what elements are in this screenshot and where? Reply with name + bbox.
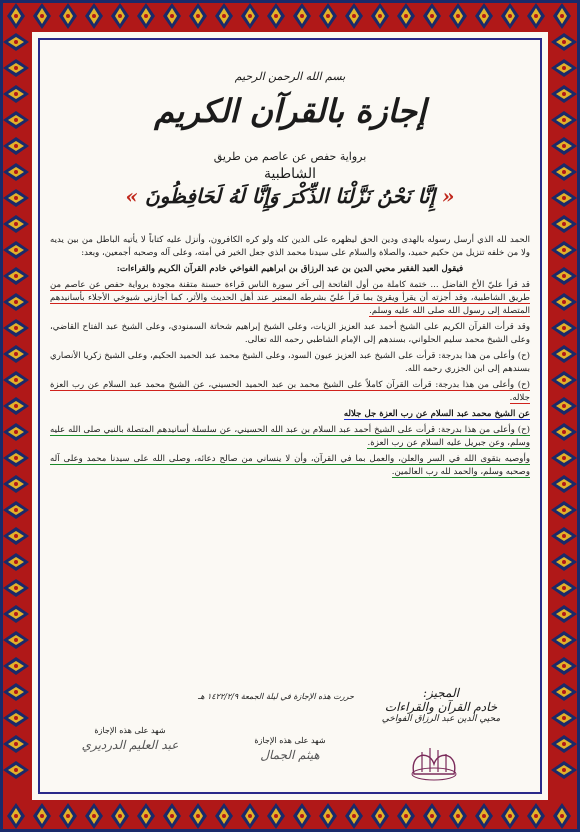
certificate-title: إجازة بالقرآن الكريم bbox=[154, 92, 426, 130]
intro-paragraph: الحمد لله الذي أرسل رسوله بالهدى ودين الحق ليظهره على الدين كله ولو كره الكافرون، وأنزل عليه كتاباً لا يأتيه الباطل من بين يديه ولا من خلفه تنزيل من حكيم حميد، والصلاة والسلام على سيدنا محمد الذي جعل الخير في أمته، وعلى آله وصحبه أجمعين، وبعد: bbox=[50, 235, 530, 258]
certificate-body bbox=[50, 234, 530, 482]
signer-title: خادم القرآن والقراءات bbox=[384, 700, 498, 714]
red-underlined-text-2: (ح) وأعلى من هذا بدرجة: قرأت القرآن كاملاً على الشيخ محمد بن عبد الحميد الحسيني، عن الشيخ محمد عبد السلام عن رب العزة جلاله. bbox=[50, 380, 530, 403]
blue-highlight-line bbox=[50, 408, 530, 421]
witness-1-label: شهد على هذه الإجازة bbox=[94, 726, 166, 735]
certificate-subtitle: برواية حفص عن عاصم من طريق bbox=[213, 150, 367, 163]
signer-label: المجيز: bbox=[423, 686, 459, 700]
signer-name: محيي الدين عبد الرزاق الفواخي bbox=[381, 714, 501, 724]
signatures-area bbox=[46, 686, 534, 786]
verse-text: إِنَّا نَحْنُ نَزَّلْنَا الذِّكْرَ وَإِنَّا لَهُ لَحَافِظُونَ bbox=[145, 184, 435, 208]
body-paragraph-5 bbox=[50, 424, 530, 450]
author-line: فيقول العبد الفقير محيي الدين بن عبد الرزاق بن ابراهيم الفواخي خادم القرآن الكريم والقراءات: bbox=[116, 264, 464, 274]
body-paragraph-2: وقد قرأت القرآن الكريم على الشيخ أحمد عبد العزيز الزيات، وعلى الشيخ إبراهيم شحاتة السمنودي، وعلى الشيخ عبد الفتاح القاضي، وعلى الشيخ محمد سليم الحلواني، بسندهم إلى الإمام الشاطبي رحمه الله تعالى. bbox=[50, 322, 530, 345]
ijaza-certificate bbox=[46, 44, 534, 788]
ijaza-signer bbox=[356, 686, 526, 724]
green-underlined-closing: وأوصيه بتقوى الله في السر والعلن، والعمل بما في القرآن، وأن لا ينساني من صالح دعائه، وصلى الله على سيدنا محمد وعلى آله وصحبه وسلم، والحمد لله رب العالمين. bbox=[50, 454, 530, 477]
witness-1 bbox=[50, 726, 210, 752]
witness-2 bbox=[220, 736, 360, 762]
verse-close-bracket: » bbox=[125, 184, 139, 208]
closing-paragraph bbox=[50, 453, 530, 479]
shatibiya-title: الشاطبية bbox=[263, 166, 316, 182]
quran-verse bbox=[46, 184, 534, 208]
tughra-seal-icon bbox=[404, 744, 464, 784]
body-paragraph-1 bbox=[50, 279, 530, 318]
blue-underlined-text: عن الشيخ محمد عبد السلام عن رب العزة جل جلاله bbox=[343, 409, 530, 419]
witness-2-signature: هيثم الجمال bbox=[260, 748, 320, 762]
body-paragraph-4 bbox=[50, 379, 530, 405]
witness-1-signature: عبد العليم الدرديري bbox=[81, 738, 179, 752]
date-line: حررت هذه الإجازة في ليلة الجمعة ١٤٢٢/٢/٩ هـ bbox=[197, 692, 354, 701]
red-underlined-text: قد قرأ عليّ الأخ الفاضل ... ختمة كاملة من أول الفاتحة إلى آخر سورة الناس قراءة حسنة متقنة مجودة برواية حفص عن عاصم من طريق الشاطبية، وقد أجزته أن يقرأ ويقرئ بما قرأ عليّ بشرطه المعتبر عند أهل الحديث والأثر، كما أجازني شيوخي الأجلاء بأسانيدهم المتصلة إلى رسول الله صلى الله عليه وسلم. bbox=[50, 280, 530, 316]
green-underlined-text: (ح) وأعلى من هذا بدرجة: قرأت على الشيخ أحمد عبد السلام بن عبد الله الحسيني، عن سلسلة أسانيدهم المتصلة بالنبي صلى الله عليه وسلم، وعن جبريل عليه السلام عن رب العزة. bbox=[50, 425, 530, 448]
witness-2-label: شهد على هذه الإجازة bbox=[254, 736, 326, 745]
body-paragraph-3: (ح) وأعلى من هذا بدرجة: قرأت على الشيخ عبد العزيز عيون السود، وعلى الشيخ محمد عبد الحميد الحكيم، وعلى الشيخ زكريا الأنصاري بسندهم إلى ابن الجزري رحمه الله. bbox=[50, 351, 530, 374]
verse-open-bracket: « bbox=[441, 184, 455, 208]
basmala: بسم الله الرحمن الرحيم bbox=[234, 70, 346, 83]
